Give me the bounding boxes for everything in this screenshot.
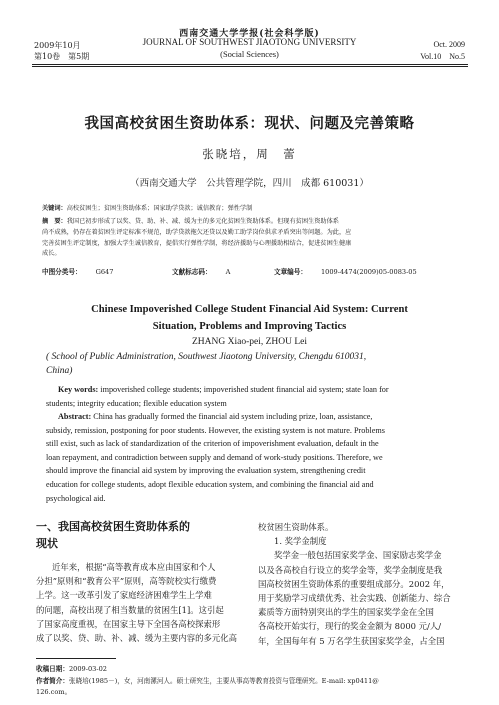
body-right-line-9: 年，全国每年有 5 万名学生获国家奖学金，占全国 xyxy=(258,635,445,646)
header-volume-en: Vol.10 No.5 xyxy=(420,52,465,61)
affiliation-en-line-1: ( School of Public Administration, Southwest Jiaotong University, Chengdu 610031, xyxy=(46,352,367,362)
body-left-column xyxy=(36,518,250,645)
body-right-line-6: 用于奖励学习成绩优秀、社会实践、创新能力、综合 xyxy=(258,593,451,604)
keywords-en-label: Key words: xyxy=(58,385,99,394)
abstract-en-line-4: loan repayment, and contradiction between supply and demand of work-study positions. Therefore, we xyxy=(46,452,383,462)
abstract-en-line-7: psychological aid. xyxy=(46,493,106,503)
document-code: 文献标志码： A xyxy=(172,268,231,276)
section-heading xyxy=(36,518,250,552)
header-rule-top xyxy=(32,64,468,65)
footnote-author xyxy=(36,676,466,698)
abstract-en-line-6: education for college students, adopt flexible education system, and combining the financial aid and xyxy=(46,479,374,489)
keywords-cn-label: 关键词： xyxy=(42,205,67,212)
abstract-cn xyxy=(42,217,460,260)
article-title-cn: 我国高校贫困生资助体系：现状、问题及完善策略 xyxy=(84,115,415,132)
body-left-line-5: 了国家高度重视，在国家主导下全国各高校探索形 xyxy=(36,618,221,629)
subsection-heading: 1. 奖学金制度 xyxy=(274,536,327,547)
article-title-en-line-1: Chinese Impoverished College Student Financial Aid System: Current xyxy=(91,304,408,315)
article-affiliation-cn: （西南交通大学 公共管理学院，四川 成都 610031） xyxy=(130,178,369,189)
body-left-line-6: 成了以奖、贷、助、补、减、缓为主要内容的多元化高 xyxy=(36,633,237,644)
keywords-cn xyxy=(42,204,460,215)
journal-title-cn: 西南交通大学学报(社会科学版) xyxy=(179,29,320,39)
journal-title-en: JOURNAL OF SOUTHWEST JIAOTONG UNIVERSITY xyxy=(142,37,357,47)
abstract-cn-line-3: 完善贫困生评定制度，加强大学生诚信教育，提倡实行弹性学制，将经济援助与心理援助相结合，促进贫困生健康 xyxy=(42,239,352,247)
header-date-cn: 2009年10月 xyxy=(34,41,81,50)
keywords-en-line-1: Key words: impoverished college students; impoverished student financial aid system; state loan for xyxy=(58,385,389,394)
article-number: 文章编号： 1009-4474(2009)05-0083-05 xyxy=(274,268,417,276)
abstract-en xyxy=(46,410,454,505)
abstract-en-label: Abstract: xyxy=(58,412,92,421)
abstract-en-line-5: should improve the financial aid system by improving the evaluation system, strengthening credit xyxy=(46,466,366,476)
article-title-en-line-2: Situation, Problems and Improving Tactics xyxy=(152,321,347,332)
section-heading-line-2: 现状 xyxy=(36,537,58,550)
body-right-line-4: 以及各高校自行设立的奖学金等，奖学金制度是我 xyxy=(258,564,443,575)
article-authors-en: ZHANG Xiao-pei, ZHOU Lei xyxy=(191,337,308,347)
body-left-line-2: 分担”原则和“教育公平”原则，高等院校实行缴费 xyxy=(36,576,217,587)
body-right-line-7: 素质等方面特别突出的学生的国家奖学金在全国 xyxy=(258,607,434,618)
keywords-en xyxy=(46,383,454,410)
footnote-rule xyxy=(36,658,116,659)
abstract-cn-line-1: 摘 要：我国已初步形成了以奖、贷、助、补、减、缓为主的多元化贫困生资助体系。但现有贫困生资助体系 xyxy=(42,218,339,225)
footnote-author-line-2: 126.com。 xyxy=(36,688,72,696)
body-right-column xyxy=(258,520,468,648)
affiliation-en-line-2: China) xyxy=(46,365,73,376)
body-right-line-1: 校贫困生资助体系。 xyxy=(258,522,334,532)
keywords-cn-text: 高校贫困生；贫困生资助体系；国家助学贷款；诚信教育；弹性学制 xyxy=(66,205,253,212)
abstract-cn-label: 摘 要： xyxy=(42,218,67,225)
header-date-en: Oct. 2009 xyxy=(433,40,465,49)
body-left-line-4: 的问题，高校出现了相当数量的贫困生[1]。这引起 xyxy=(36,604,224,615)
abstract-en-line-3: still exist, such as lack of standardization of the criterion of impoverishment evaluation, default in the xyxy=(46,439,379,449)
body-left-line-1: 近年来，根据“高等教育成本应由国家和个人 xyxy=(52,562,216,572)
footnote-received: 收稿日期：2009-03-02 xyxy=(36,665,107,673)
keywords-en-line-2: students; integrity education; flexible education system xyxy=(46,398,227,408)
article-authors-cn: 张晓培，周 蕾 xyxy=(202,147,297,161)
abstract-en-line-1: Abstract: China has gradually formed the financial aid system including prize, loan, assistance, xyxy=(58,412,373,421)
header-rule-bottom xyxy=(32,66,468,67)
clc-code: 中图分类号： G647 xyxy=(42,268,114,276)
journal-subtitle-en: (Social Sciences) xyxy=(220,49,279,59)
abstract-cn-line-2: 尚不成熟，仍存在着贫困生评定标准不规范，助学贷款拖欠还贷以及勤工助学岗位供求矛盾突出等问题。为此，应 xyxy=(42,228,352,236)
body-left-line-3: 上学。这一改革引发了家庭经济困难学生上学难 xyxy=(36,590,212,601)
footnote-author-line-1: 作者简介：张晓培(1985－)，女，河南漯河人。硕士研究生，主要从事高等教育投资与管理研究。E-mail: xp0411@ xyxy=(36,677,379,685)
affiliation-en xyxy=(46,351,454,378)
header-volume-cn: 第10卷 第5期 xyxy=(34,52,90,61)
abstract-cn-line-4: 成长。 xyxy=(42,250,61,258)
section-heading-line-1: 一、我国高校贫困生资助体系的 xyxy=(36,520,190,533)
body-right-line-5: 国高校贫困生资助体系的重要组成部分。2002 年， xyxy=(258,578,450,589)
abstract-en-line-2: subsidy, remission, postponing for poor students. However, the existing system is not mature. Problems xyxy=(46,425,385,435)
body-right-line-3: 奖学金一般包括国家奖学金、国家励志奖学金 xyxy=(274,550,442,561)
body-right-line-8: 各高校开始实行，现行的奖金金额为 8000 元/人/ xyxy=(258,621,442,632)
